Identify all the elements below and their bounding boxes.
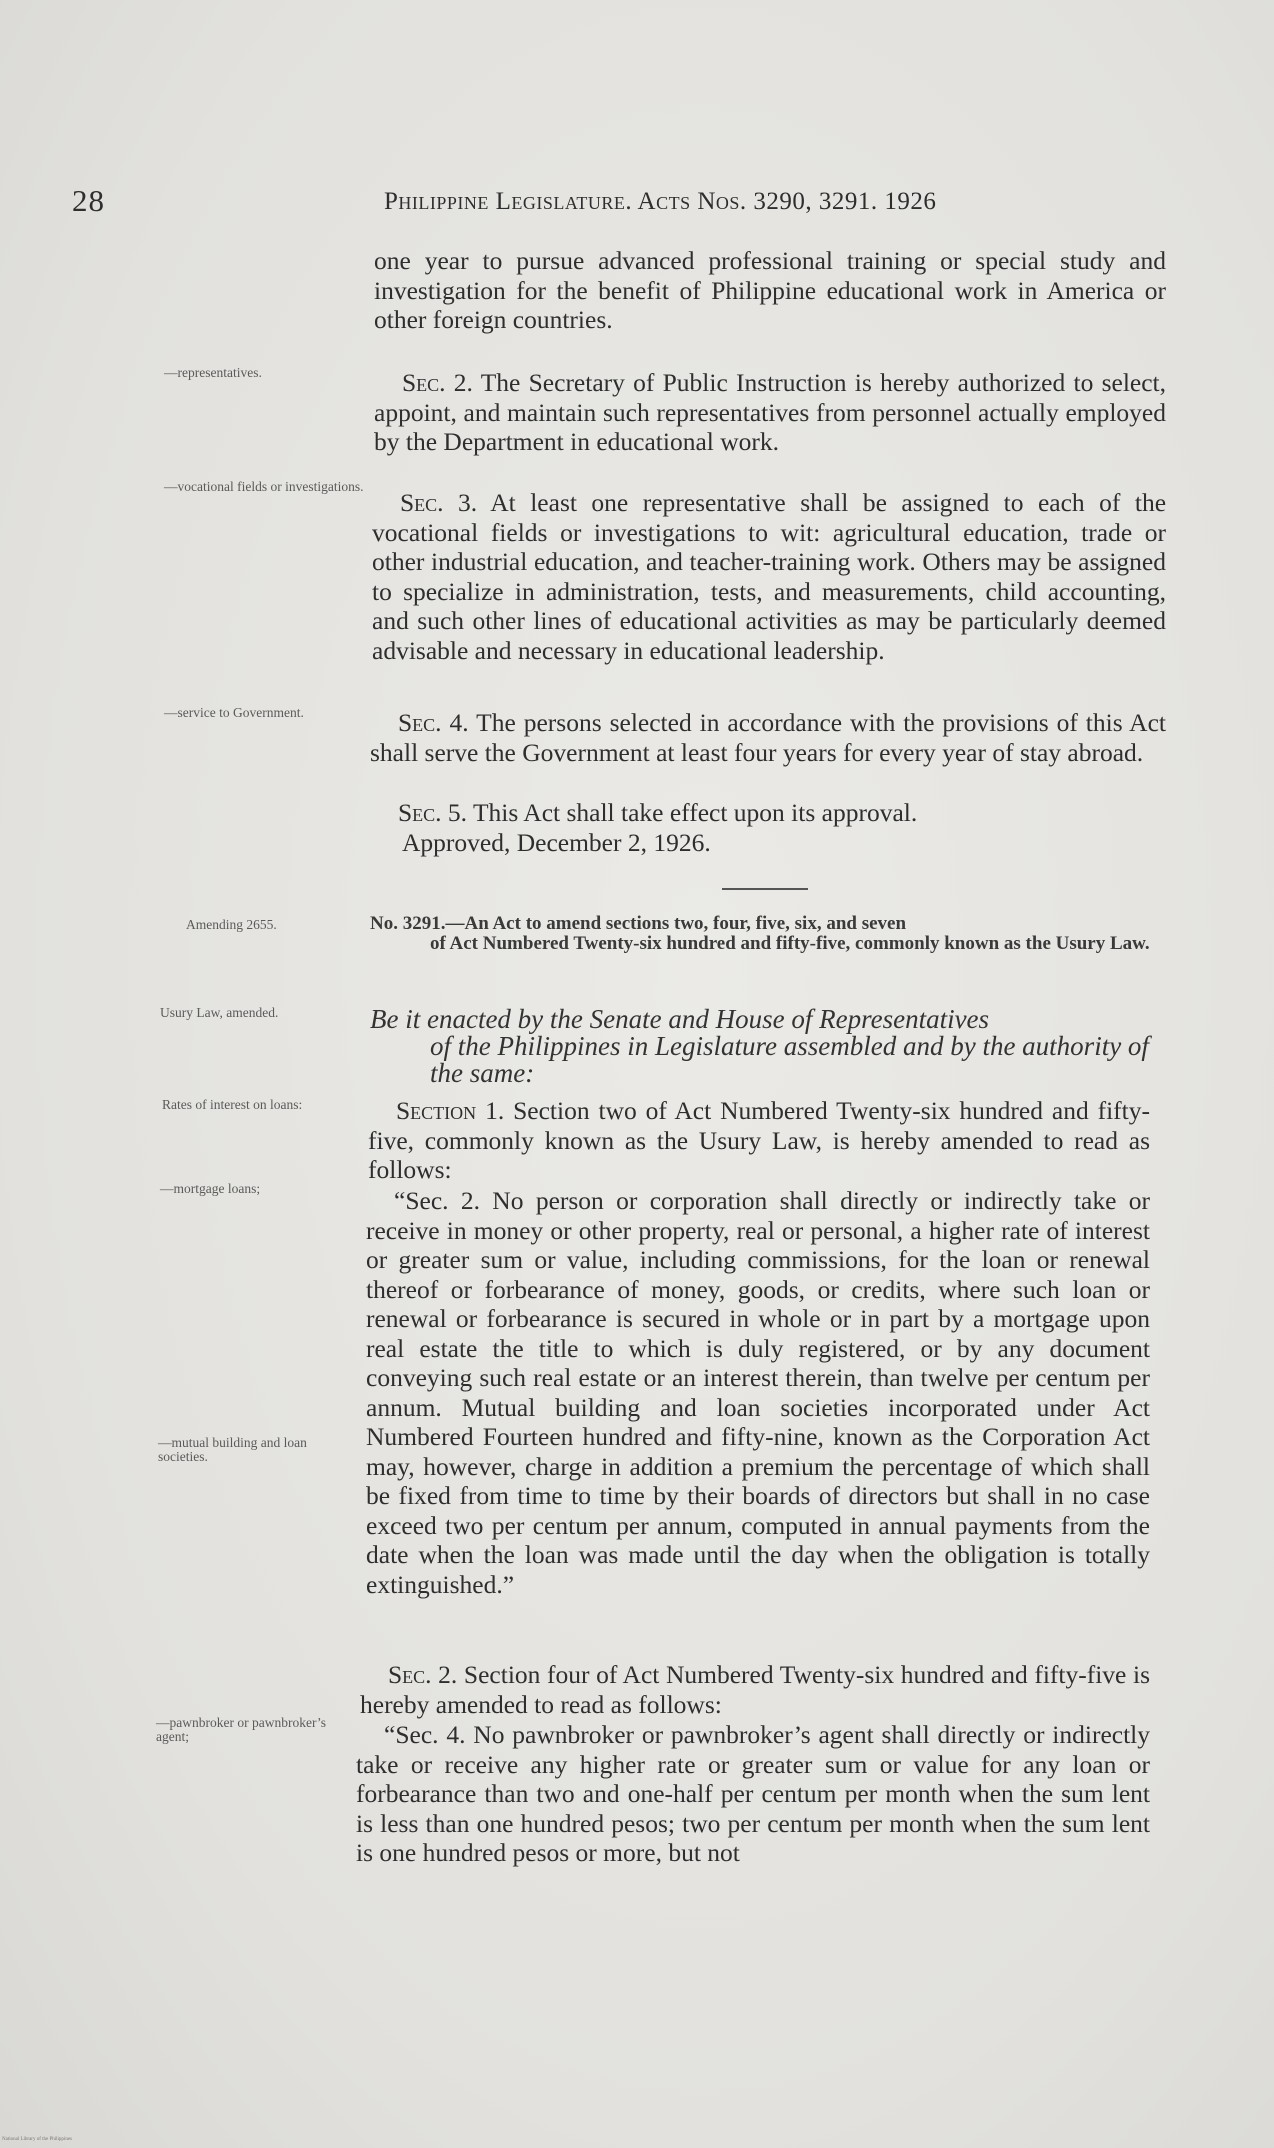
act-title-line-2: of Act Numbered Twenty-six hundred and fifty-five, commonly known as the Usury Law. [430, 933, 1150, 954]
section-text: The persons selected in accordance with the provisions of this Act shall serve the Government at least four years for every year of stay abroad. [370, 708, 1167, 767]
section-3-paragraph [372, 488, 1166, 665]
quoted-section-2 [366, 1186, 1150, 1599]
margin-note-representatives: —representatives. [164, 365, 262, 380]
running-head: Philippine Legislature. Acts Nos. 3290, 3291. 1926 [384, 188, 937, 215]
margin-note-usury: Usury Law, amended. [160, 1005, 279, 1020]
section-divider [722, 888, 808, 890]
act-3290-section-2 [374, 368, 1166, 457]
margin-note-service: —service to Government. [164, 705, 304, 720]
section-label: Sec. 5. [398, 798, 468, 827]
footer-credit: National Library of the Philippines [2, 2137, 72, 2142]
act-3290-section-4 [370, 708, 1166, 767]
margin-note-mortgage: —mortgage loans; [160, 1181, 261, 1196]
enacting-line-1: Be it enacted by the Senate and House of Representatives [370, 1004, 990, 1034]
margin-note-pawnbroker: —pawnbroker or pawnbroker’s agent; [156, 1715, 326, 1744]
section-2-paragraph [374, 368, 1166, 457]
margin-note-mutual: —mutual building and loan societies. [158, 1435, 307, 1464]
section-text: This Act shall take effect upon its approval. [472, 798, 918, 827]
section-label: Sec. 4. [398, 708, 469, 737]
section-2-amend-paragraph [360, 1660, 1150, 1719]
margin-note-rates: Rates of interest on loans: [162, 1097, 303, 1112]
enacting-clause [370, 1006, 1160, 1087]
enacting-line-2: of the Philippines in Legislature assembled and by the authority of the same: [430, 1031, 1149, 1088]
margin-note-amending: Amending 2655. [186, 917, 277, 932]
continuation-paragraph: one year to pursue advanced professional training or special study and investigation for the benefit of Philippine educational work in America or other foreign countries. [374, 246, 1166, 334]
section-text: Section four of Act Numbered Twenty-six hundred and fifty-five is hereby amended to read as follows: [360, 1660, 1150, 1719]
approval-text: Approved, December 2, 1926. [402, 828, 711, 857]
act-3290-continuation [374, 246, 1166, 335]
section-4-paragraph [370, 708, 1166, 767]
quoted-section-4-paragraph: “Sec. 4. No pawnbroker or pawnbroker’s agent shall directly or indirectly take or receive any higher rate or greater sum or value for any loan or forbearance than two and one-half per centum per month when the sum lent is less than one hundred pesos; two per centum per month when the sum lent is one hundred pesos or more, but not [356, 1720, 1150, 1867]
act-3291-title [370, 914, 1156, 954]
section-text: The Secretary of Public Instruction is hereby authorized to select, appoint, and maintain such representatives from personnel actually employed by the Department in educational work. [374, 368, 1166, 456]
approval-line [402, 828, 902, 858]
section-5-paragraph [370, 798, 1166, 828]
section-label: Sec. 3. [400, 488, 478, 517]
section-label: Sec. 2. [402, 368, 473, 397]
quoted-section-2-paragraph: “Sec. 2. No person or corporation shall directly or indirectly take or receive in money or other property, real or personal, a higher rate of interest or greater sum or value, including commissions, for the loan or renewal thereof or forbearance of money, goods, or credits, where such loan or renewal or forbearance is secured in whole or in part by a mortgage upon real estate the title to which is duly registered, or by any document conveying such real estate or an interest therein, than twelve per centum per annum. Mutual building and loan societies incorporated under Act Numbered Fourteen hundred and fifty-nine, known as the Corporation Act may, however, charge in addition a premium the percentage of which shall be fixed from time to time by their boards of directors but shall in no case exceed two per centum per annum, computed in annual payments from the date when the loan was made until the day when the obligation is totally extinguished.” [366, 1186, 1150, 1599]
page-number: 28 [72, 183, 105, 218]
act-3290-section-3 [372, 488, 1166, 665]
section-label: Sec. 2. [388, 1660, 458, 1689]
section-1-paragraph [368, 1096, 1150, 1185]
margin-note-vocational: —vocational fields or investigations. [164, 479, 364, 494]
act-3291-section-2 [360, 1660, 1150, 1719]
act-3291-section-1 [368, 1096, 1150, 1185]
act-title-line-1: No. 3291.—An Act to amend sections two, four, five, six, and seven [370, 913, 907, 934]
act-3290-section-5 [370, 798, 1166, 828]
quoted-section-4 [356, 1720, 1150, 1868]
section-text: At least one representative shall be assigned to each of the vocational fields or investigations to wit: agricultural education, trade or other industrial education, and teacher-training work. Others may be assigned to specialize in administration, tests, and measurements, child accounting, and such other lines of educational activities as may be particularly deemed advisable and necessary in educational leadership. [372, 488, 1167, 665]
section-text: Section two of Act Numbered Twenty-six hundred and fifty-five, commonly known as the Usury Law, is hereby amended to read as follows: [368, 1096, 1151, 1184]
section-label: Section 1. [396, 1096, 505, 1125]
